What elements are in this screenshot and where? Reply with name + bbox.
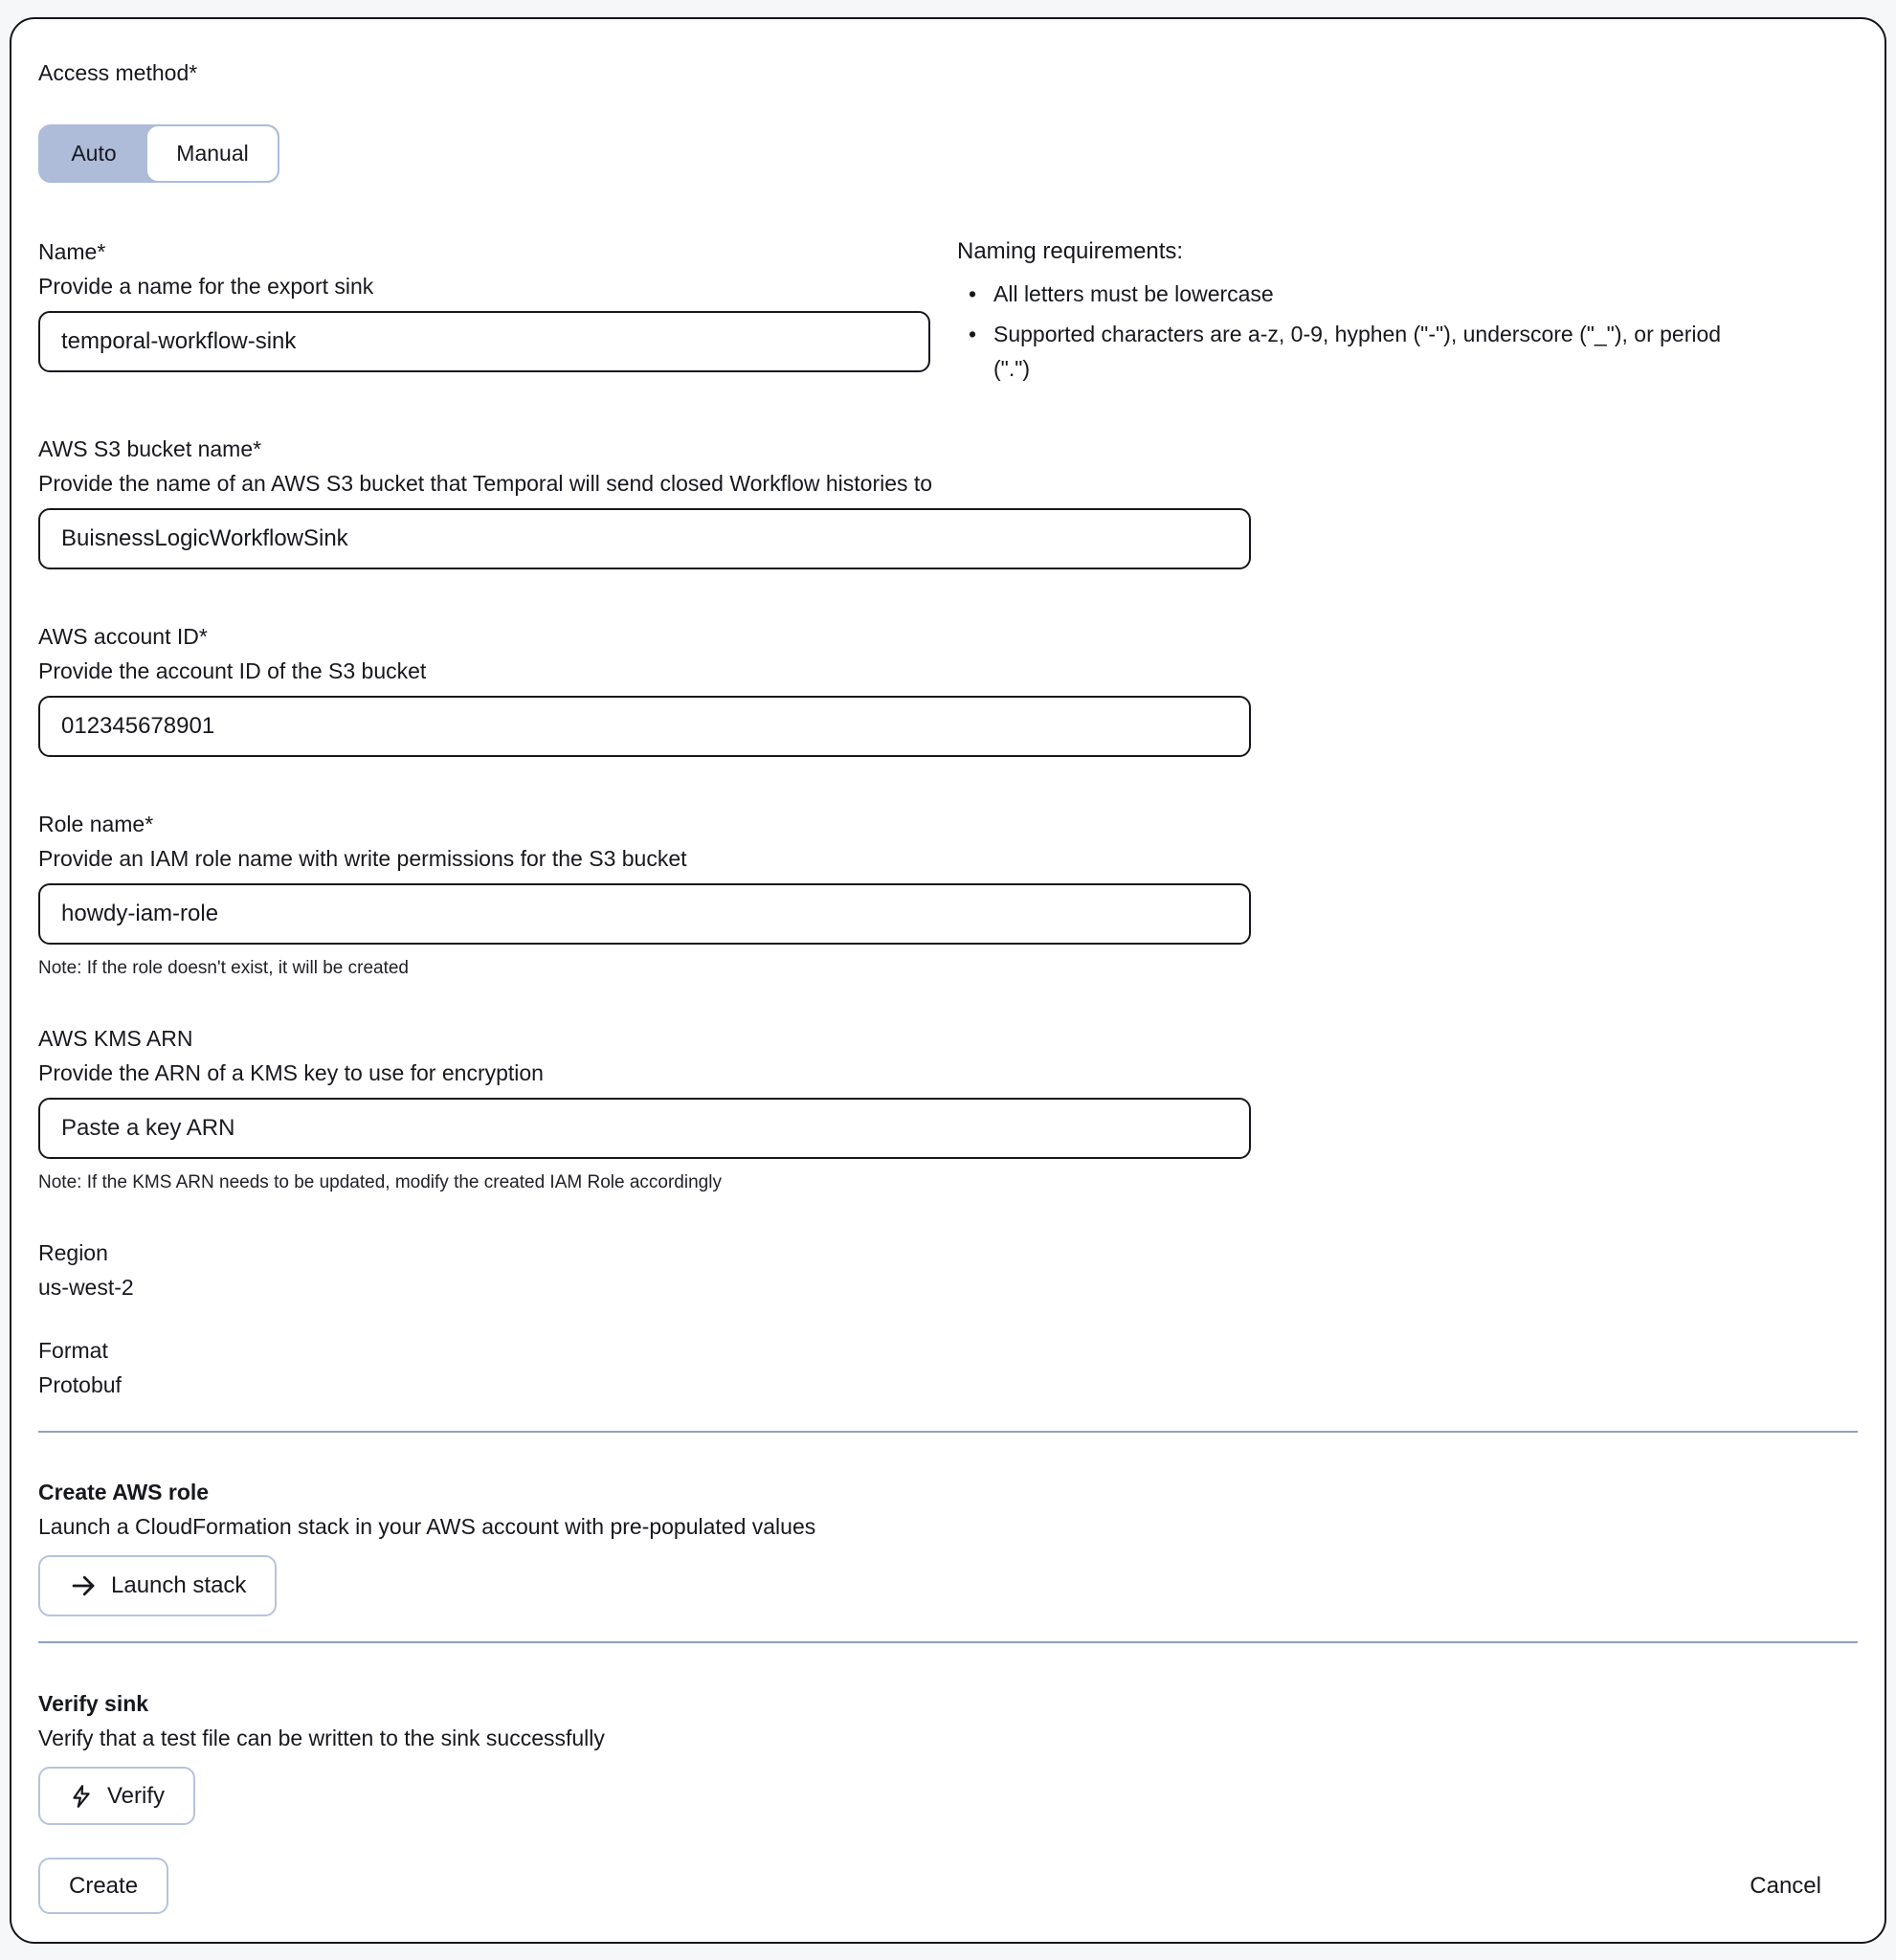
format-field-group: [38, 1333, 1858, 1402]
account-id-field-group: [38, 619, 1858, 757]
export-sink-form: [10, 17, 1886, 1944]
name-label: Name*: [38, 239, 106, 264]
name-and-requirements-row: [38, 234, 1858, 391]
access-method-manual-option[interactable]: Manual: [147, 126, 278, 181]
verify-button-label: Verify: [107, 1782, 166, 1809]
verify-button[interactable]: [38, 1767, 195, 1825]
kms-arn-description: Provide the ARN of a KMS key to use for encryption: [38, 1060, 544, 1085]
create-button[interactable]: Create: [38, 1858, 168, 1914]
role-name-label: Role name*: [38, 812, 154, 836]
account-id-label: AWS account ID*: [38, 624, 208, 649]
verify-sink-title: Verify sink: [38, 1691, 149, 1716]
naming-requirements-title: Naming requirements:: [957, 238, 1184, 264]
kms-arn-note: Note: If the KMS ARN needs to be updated, modify the created IAM Role accordingly: [38, 1172, 722, 1192]
account-id-input[interactable]: [38, 696, 1251, 757]
format-label: Format: [38, 1338, 108, 1363]
name-field-group: [38, 234, 930, 391]
form-footer: [38, 1858, 1858, 1914]
region-field-group: [38, 1236, 1858, 1304]
region-value: us-west-2: [38, 1275, 134, 1300]
region-label: Region: [38, 1240, 108, 1265]
role-name-description: Provide an IAM role name with write permissions for the S3 bucket: [38, 846, 687, 871]
access-method-toggle: [38, 124, 279, 183]
launch-stack-button[interactable]: [38, 1555, 277, 1616]
account-id-description: Provide the account ID of the S3 bucket: [38, 658, 427, 683]
kms-arn-field-group: [38, 1021, 1858, 1195]
lightning-bolt-icon: [69, 1784, 94, 1809]
cancel-button[interactable]: Cancel: [1750, 1872, 1821, 1899]
naming-requirements-list: [957, 277, 1723, 386]
create-aws-role-section: [38, 1475, 1858, 1616]
access-method-auto-option[interactable]: Auto: [40, 126, 147, 181]
launch-stack-button-label: Launch stack: [111, 1572, 247, 1598]
role-name-field-group: [38, 807, 1858, 981]
name-input[interactable]: [38, 311, 930, 372]
verify-sink-section: [38, 1686, 1858, 1825]
s3-bucket-label: AWS S3 bucket name*: [38, 436, 262, 461]
section-divider: [38, 1431, 1858, 1433]
verify-sink-description: Verify that a test file can be written to the sink successfully: [38, 1726, 605, 1750]
naming-requirement-item: • All letters must be lowercase: [957, 277, 1723, 311]
create-aws-role-title: Create AWS role: [38, 1480, 210, 1504]
s3-bucket-field-group: [38, 432, 1858, 569]
kms-arn-label: AWS KMS ARN: [38, 1026, 193, 1051]
role-name-note: Note: If the role doesn't exist, it will be created: [38, 958, 409, 978]
create-aws-role-description: Launch a CloudFormation stack in your AWS account with pre-populated values: [38, 1514, 816, 1539]
kms-arn-input[interactable]: [38, 1098, 1251, 1159]
role-name-input[interactable]: [38, 883, 1251, 945]
naming-requirements: [957, 234, 1858, 391]
s3-bucket-description: Provide the name of an AWS S3 bucket that Temporal will send closed Workflow histories to: [38, 471, 933, 496]
naming-requirement-item: • Supported characters are a-z, 0-9, hyphen ("-"), underscore ("_"), or period ("."): [957, 317, 1723, 386]
access-method-label: Access method*: [38, 60, 198, 85]
arrow-right-icon: [69, 1571, 98, 1600]
format-value: Protobuf: [38, 1372, 122, 1397]
name-description: Provide a name for the export sink: [38, 274, 374, 299]
section-divider: [38, 1641, 1858, 1643]
s3-bucket-input[interactable]: [38, 508, 1251, 569]
